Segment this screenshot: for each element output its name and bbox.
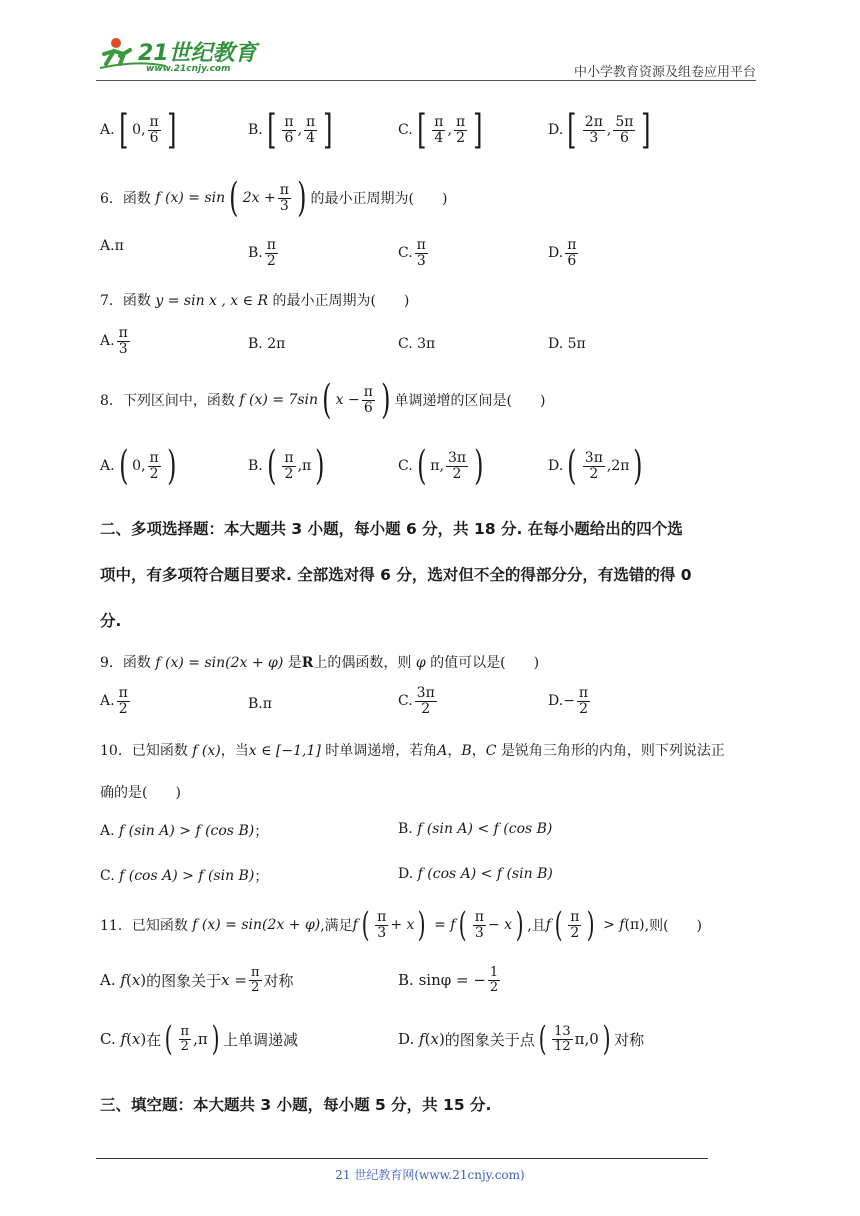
- q8-option-d[interactable]: D. ( $\frac{3\pi}{2}$ ,2π ): [548, 443, 643, 489]
- question-9: 9．函数 f (x) = sin(2x + φ) 是R上的偶函数，则 φ 的值可以是( ): [100, 655, 540, 671]
- q6-option-b[interactable]: B. $\frac{\pi}{2}$: [248, 237, 276, 269]
- q9-option-a[interactable]: A. $\frac{\pi}{2}$: [100, 685, 128, 717]
- header-platform-text: 中小学教育资源及组卷应用平台: [573, 65, 756, 80]
- q10-option-a[interactable]: A. f (sin A) > f (cos B) ；: [100, 823, 269, 840]
- footer-text[interactable]: 21 世纪教育网(www.21cnjy.com): [335, 1168, 525, 1182]
- q7-option-b[interactable]: B. 2π: [248, 336, 286, 352]
- q9-option-c[interactable]: C. $\frac{3\pi}{2}$: [398, 685, 435, 717]
- q8-option-b[interactable]: B. ( $\frac{\pi}{2}$ ,π ): [248, 443, 325, 489]
- q11-option-a[interactable]: A. f ( x ) 的图象关于 x = $\frac{\pi}{2}$ 对称: [100, 965, 294, 995]
- logo-url: www.21cnjy.com: [146, 64, 231, 74]
- q8-option-a[interactable]: A. ( 0, $\frac{\pi}{2}$ ): [100, 443, 177, 489]
- q6-option-c[interactable]: C. $\frac{\pi}{3}$: [398, 237, 426, 269]
- q10-option-b[interactable]: B. f (sin A) < f (cos B): [398, 821, 553, 837]
- question-6: 6．函数 f (x) = sin ( 2x + $\frac{\pi}{3}$ ) 的最小正周期为( ): [100, 175, 448, 221]
- q11-option-d[interactable]: D. f ( x ) 的图象关于点 ( $\frac{13}{12}$ π,0 ) 对称: [398, 1019, 645, 1059]
- q8-option-c[interactable]: C. ( π, $\frac{3\pi}{2}$ ): [398, 443, 484, 489]
- section-2-heading-line2: 项中，有多项符合题目要求. 全部选对得 6 分，选对但不全的得部分分，有选错的得 0: [100, 566, 692, 584]
- q6-option-a[interactable]: A. π: [100, 238, 124, 254]
- q7-option-c[interactable]: C. 3π: [398, 336, 436, 352]
- question-10-line2: 确的是( ): [100, 785, 181, 801]
- question-8: 8．下列区间中，函数 f (x) = 7sin ( x − $\frac{\pi}{6}$ ) 单调递增的区间是( ): [100, 377, 546, 423]
- section-2-heading-line1: 二、多项选择题：本大题共 3 小题，每小题 6 分，共 18 分. 在每小题给出的四个选: [100, 520, 683, 538]
- question-10-line1: 10．已知函数 f (x)，当x ∈ [−1,1] 时单调递增，若角A，B，C 是锐角三角形的内角，则下列说法正: [100, 743, 725, 759]
- q9-option-d[interactable]: D. − $\frac{\pi}{2}$: [548, 685, 589, 717]
- q5-option-b[interactable]: B. [ $\frac{\pi}{6}$ , $\frac{\pi}{4}$ ]: [248, 107, 333, 153]
- q10-option-c[interactable]: C. f (cos A) > f (sin B) ；: [100, 868, 269, 885]
- site-logo: [96, 34, 266, 78]
- q7-option-a[interactable]: A. $\frac{\pi}{3}$: [100, 325, 128, 357]
- question-7: 7．函数 y = sin x , x ∈ R 的最小正周期为( ): [100, 293, 410, 309]
- q6-option-d[interactable]: D. $\frac{\pi}{6}$: [548, 237, 577, 269]
- q9-option-b[interactable]: B. π: [248, 696, 272, 712]
- q5-option-c[interactable]: C. [ $\frac{\pi}{4}$ , $\frac{\pi}{2}$ ]: [398, 107, 483, 153]
- q11-option-c[interactable]: C. f ( x ) 在 ( $\frac{\pi}{2}$ ,π ) 上单调递减: [100, 1019, 298, 1059]
- q11-option-b[interactable]: B. sinφ = − $\frac{1}{2}$: [398, 965, 499, 995]
- logo-text: 21世纪教育: [138, 41, 257, 66]
- section-2-heading-line3: 分.: [100, 612, 122, 630]
- q5-option-a[interactable]: A. [ 0, $\frac{\pi}{6}$ ]: [100, 107, 177, 153]
- section-3-heading: 三、填空题：本大题共 3 小题，每小题 5 分，共 15 分.: [100, 1096, 492, 1114]
- question-11: 11．已知函数 f (x) = sin(2x + φ) ,满足 f ( $\frac{\pi}{3}$ + x ) = f ( $\frac{\pi}{3}$ − x ) ,且 f ( $\frac{\pi}{2}$ ) > f ( π ) ,则( ): [100, 905, 703, 945]
- q10-option-d[interactable]: D. f (cos A) < f (sin B): [398, 866, 553, 882]
- q5-option-d[interactable]: D. [ $\frac{2\pi}{3}$ , $\frac{5\pi}{6}$ ]: [548, 107, 651, 153]
- q7-option-d[interactable]: D. 5π: [548, 336, 586, 352]
- footer-divider: [96, 1158, 708, 1159]
- header-divider: [96, 80, 756, 81]
